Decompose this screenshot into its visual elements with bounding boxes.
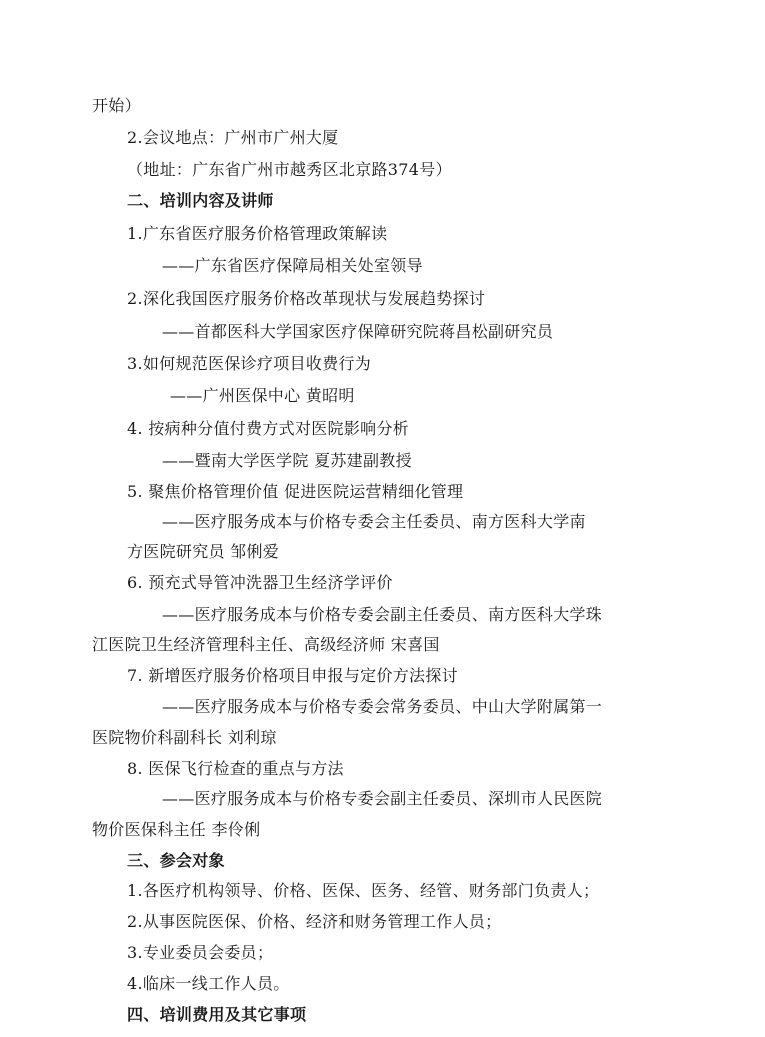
section-heading: 三、参会对象 [127,851,225,870]
text-line: 方医院研究员 邹俐爱 [127,542,280,561]
text-line: ——医疗服务成本与价格专委会主任委员、南方医科大学南 [162,512,586,531]
section-heading: 四、培训费用及其它事项 [127,1005,307,1024]
text-line: ——暨南大学医学院 夏苏建副教授 [162,451,412,470]
text-line: 1.各医疗机构领导、价格、医保、医务、经管、财务部门负责人； [127,881,600,900]
text-line: ——医疗服务成本与价格专委会副主任委员、深圳市人民医院 [162,789,603,808]
text-line: 4.临床一线工作人员。 [127,974,290,993]
text-line: （地址：广东省广州市越秀区北京路374号） [127,160,452,179]
text-line: 7. 新增医疗服务价格项目申报与定价方法探讨 [127,666,458,685]
text-line: 6. 预充式导管冲洗器卫生经济学评价 [127,573,393,592]
text-line: ——医疗服务成本与价格专委会常务委员、中山大学附属第一 [162,697,603,716]
text-line: ——首都医科大学国家医疗保障研究院蒋昌松副研究员 [162,322,554,341]
section-heading: 二、培训内容及讲师 [127,191,274,210]
text-line: 4. 按病种分值付费方式对医院影响分析 [127,419,410,438]
text-line: 3.如何规范医保诊疗项目收费行为 [127,354,372,373]
text-line: 5. 聚焦价格管理价值 促进医院运营精细化管理 [127,482,464,501]
text-line: 2.会议地点：广州市广州大厦 [127,128,339,147]
text-line: 物价医保科主任 李伶俐 [92,820,261,839]
text-line: 3.专业委员会委员； [127,943,274,962]
text-line: 8. 医保飞行检查的重点与方法 [127,759,344,778]
text-line: ——医疗服务成本与价格专委会副主任委员、南方医科大学珠 [162,605,603,624]
text-line: 2.深化我国医疗服务价格改革现状与发展趋势探讨 [127,289,486,308]
text-line: 2.从事医院医保、价格、经济和财务管理工作人员； [127,912,502,931]
text-line: 江医院卫生经济管理科主任、高级经济师 宋喜国 [92,635,440,654]
text-line: ——广州医保中心 黄昭明 [170,386,355,405]
text-line: 医院物价科副科长 刘利琼 [92,728,277,747]
text-line: 开始） [92,96,141,115]
text-line: 1.广东省医疗服务价格管理政策解读 [127,224,388,243]
text-line: ——广东省医疗保障局相关处室领导 [162,256,423,275]
